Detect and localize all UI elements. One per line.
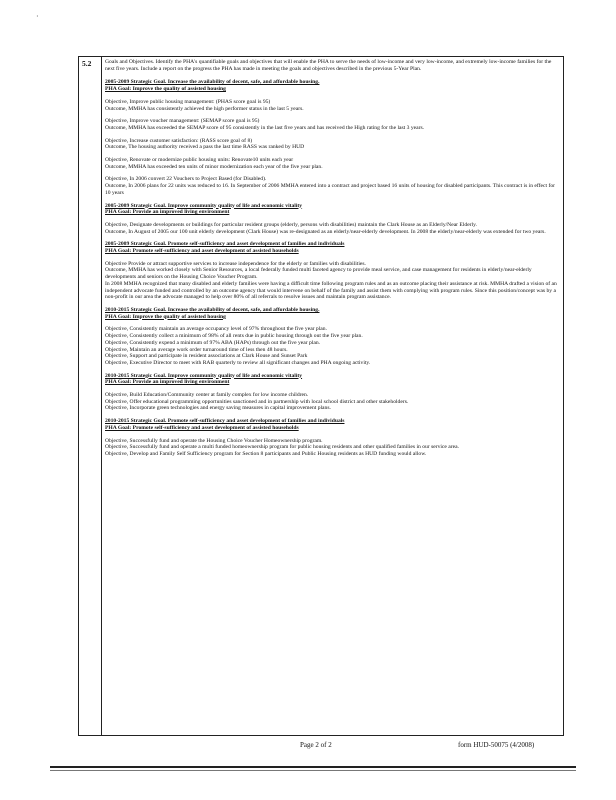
objective-line: Objective Provide or attract supportive services to increase independence for the elderly or families with disabilities. <box>105 260 366 267</box>
objective-line: Objective, Increase customer satisfaction: (RASS score goal of 8) <box>105 137 253 144</box>
pha-goal-subheading: PHA Goal: Improve the quality of assisted housing <box>105 313 226 320</box>
goal-section <box>105 373 557 413</box>
objective-line: Objective, Renovate or modernize public housing units: Renovate10 units each year <box>105 157 294 164</box>
strategic-goal-heading: 2010-2015 Strategic Goal. Improve community quality of life and economic vitality <box>105 372 303 379</box>
objective-line: Objective, Improve public housing management: (PHAS score goal is 95) <box>105 98 271 105</box>
objective-line: Objective, Develop and Family Self Sufficiency program for Section 8 participants and Public Housing residents as HUD funding would allow. <box>105 450 427 457</box>
pha-goal-subheading: PHA Goal: Provide an improved living environment <box>105 379 230 386</box>
bottom-rule-thin <box>50 770 576 771</box>
objective-line: Objective, Consistently maintain an average occupancy level of 97% throughout the five year plan. <box>105 326 327 333</box>
pha-goal-subheading: PHA Goal: Promote self-sufficiency and asset development of assisted households <box>105 424 299 431</box>
objective-line: Outcome, MMHA has exceeded ten units of minor modernization each year of the five year plan. <box>105 163 323 170</box>
objective-line: Objective, Support and participate in resident associations at Clark House and Sunset Park <box>105 353 308 360</box>
strategic-goal-heading: 2005-2009 Strategic Goal. Increase the availability of decent, safe, and affordable housing. <box>105 79 320 86</box>
sections-list <box>105 79 557 457</box>
objective-line: Objective, Successfully fund and operate a multi funded homeownership program for public housing residents and other qualified families in our service area. <box>105 444 460 451</box>
form-number: form HUD-50075 (4/2008) <box>458 741 535 749</box>
intro-paragraph: Goals and Objectives. Identify the PHA's quantifiable goals and objectives that will enable the PHA to serve the needs of low-income and very low-income, and extremely low-income families for the next five years. Include a report on the progress the PHA has made in meeting the goals and objectives described in the previous 5-Year Plan. <box>105 59 552 72</box>
objective-line: Objective, Incorporate green technologies and energy saving measures in capital improvement plans. <box>105 405 331 412</box>
section-number: 5.2 <box>82 59 92 68</box>
goal-section <box>105 418 557 458</box>
goal-section <box>105 307 557 367</box>
section-number-cell <box>79 57 102 735</box>
pha-goal-subheading: PHA Goal: Promote self-sufficiency and asset development of assisted households <box>105 248 299 255</box>
objective-line: Outcome, MMHA has exceeded the SEMAP score of 95 consistently in the last five years and has received the High rating for the last 3 years. <box>105 124 425 131</box>
pha-goal-subheading: PHA Goal: Provide an improved living environment <box>105 209 230 216</box>
objective-line: Objective, Offer educational programming opportunities sanctioned and in partnership with local school district and other stakeholders. <box>105 398 409 405</box>
objective-line: Outcome, MMHA has worked closely with Senior Resources, a local federally funded multi faceted agency to provide meal service, and case management for residents in elderly/near-elderly developments and seniors on the Housing Choice Voucher Program. <box>105 267 532 281</box>
strategic-goal-heading: 2005-2009 Strategic Goal. Promote self-sufficiency and asset development of families and individuals <box>105 241 345 248</box>
strategic-goal-heading: 2010-2015 Strategic Goal. Promote self-sufficiency and asset development of families and individuals <box>105 418 345 425</box>
goals-content <box>105 59 557 464</box>
objective-line: Objective, In 2006 convert 22 Vouchers to Project Based (for Disabled). <box>105 176 267 183</box>
strategic-goal-heading: 2005-2009 Strategic Goal. Improve community quality of life and economic vitality <box>105 202 303 209</box>
objective-line: Objective, Successfully fund and operate the Housing Choice Voucher Homeownership program. <box>105 437 323 444</box>
page-number: Page 2 of 2 <box>300 741 332 749</box>
objective-line: Objective, Improve voucher management: (SEMAP score goal is 95) <box>105 118 260 125</box>
objective-line: In 2008 MMHA recognized that many disabled and elderly families were having a difficult time following program rules and as an outcome placing their assistance at risk. MMHA drafted a vision of an independent advocate funded and controlled by an outcome agency that would intervene on behalf of the family and assist them with complying with program rules. Since this position/concept was by a non-profit in our area the advocate managed to help over 80% of all referrals to resolve issues and maintain program assistance. <box>105 280 557 301</box>
pha-goal-subheading: PHA Goal: Improve the quality of assisted housing <box>105 86 226 93</box>
goal-section <box>105 203 557 236</box>
objective-line: Objective, Consistently expend a minimum of 97% ABA (HAPs) through out the five year plan. <box>105 339 321 346</box>
objective-line: Objective, Executive Director to meet with RAB quarterly to review all significant changes and PHA ongoing activity. <box>105 359 371 366</box>
objective-line: Objective, Designate developments or buildings for particular resident groups (elderly, persons with disabilities) maintain the Clark House as an Elderly/Near Elderly. <box>105 221 477 228</box>
goals-table <box>78 56 564 736</box>
objective-line: Objective, Maintain an average work order turnaround time of less then 48 hours. <box>105 346 288 353</box>
goal-section <box>105 79 557 196</box>
objective-line: Outcome, In August of 2005 our 100 unit elderly development (Clark House) was re-designated as an elderly/near-elderly development. In 2008 the elderly/near-elderly was extended for two years. <box>105 228 546 235</box>
strategic-goal-heading: 2010-2015 Strategic Goal. Increase the availability of decent, safe, and affordable housing. <box>105 306 320 313</box>
goal-section <box>105 241 557 301</box>
objective-line: Outcome, The housing authority received a pass the last time RASS was ranked by HUD <box>105 144 305 151</box>
bottom-rule <box>50 766 576 768</box>
objective-line: Outcome, In 2006 plans for 22 units was reduced to 16. In September of 2006 MMHA entered into a contract and project based 16 units of housing for disabled participants. This contract is in effect for 10 years <box>105 183 555 196</box>
corner-mark: · <box>36 12 39 21</box>
objective-line: Objective, Build Education/Community center at family complex for low income children. <box>105 392 309 399</box>
objective-line: Outcome, MMHA has consistently achieved the high performer status in the last 5 years. <box>105 105 304 112</box>
objective-line: Objective, Consistently collect a minimum of 98% of all rents due in public housing through out the five year plan. <box>105 333 363 340</box>
